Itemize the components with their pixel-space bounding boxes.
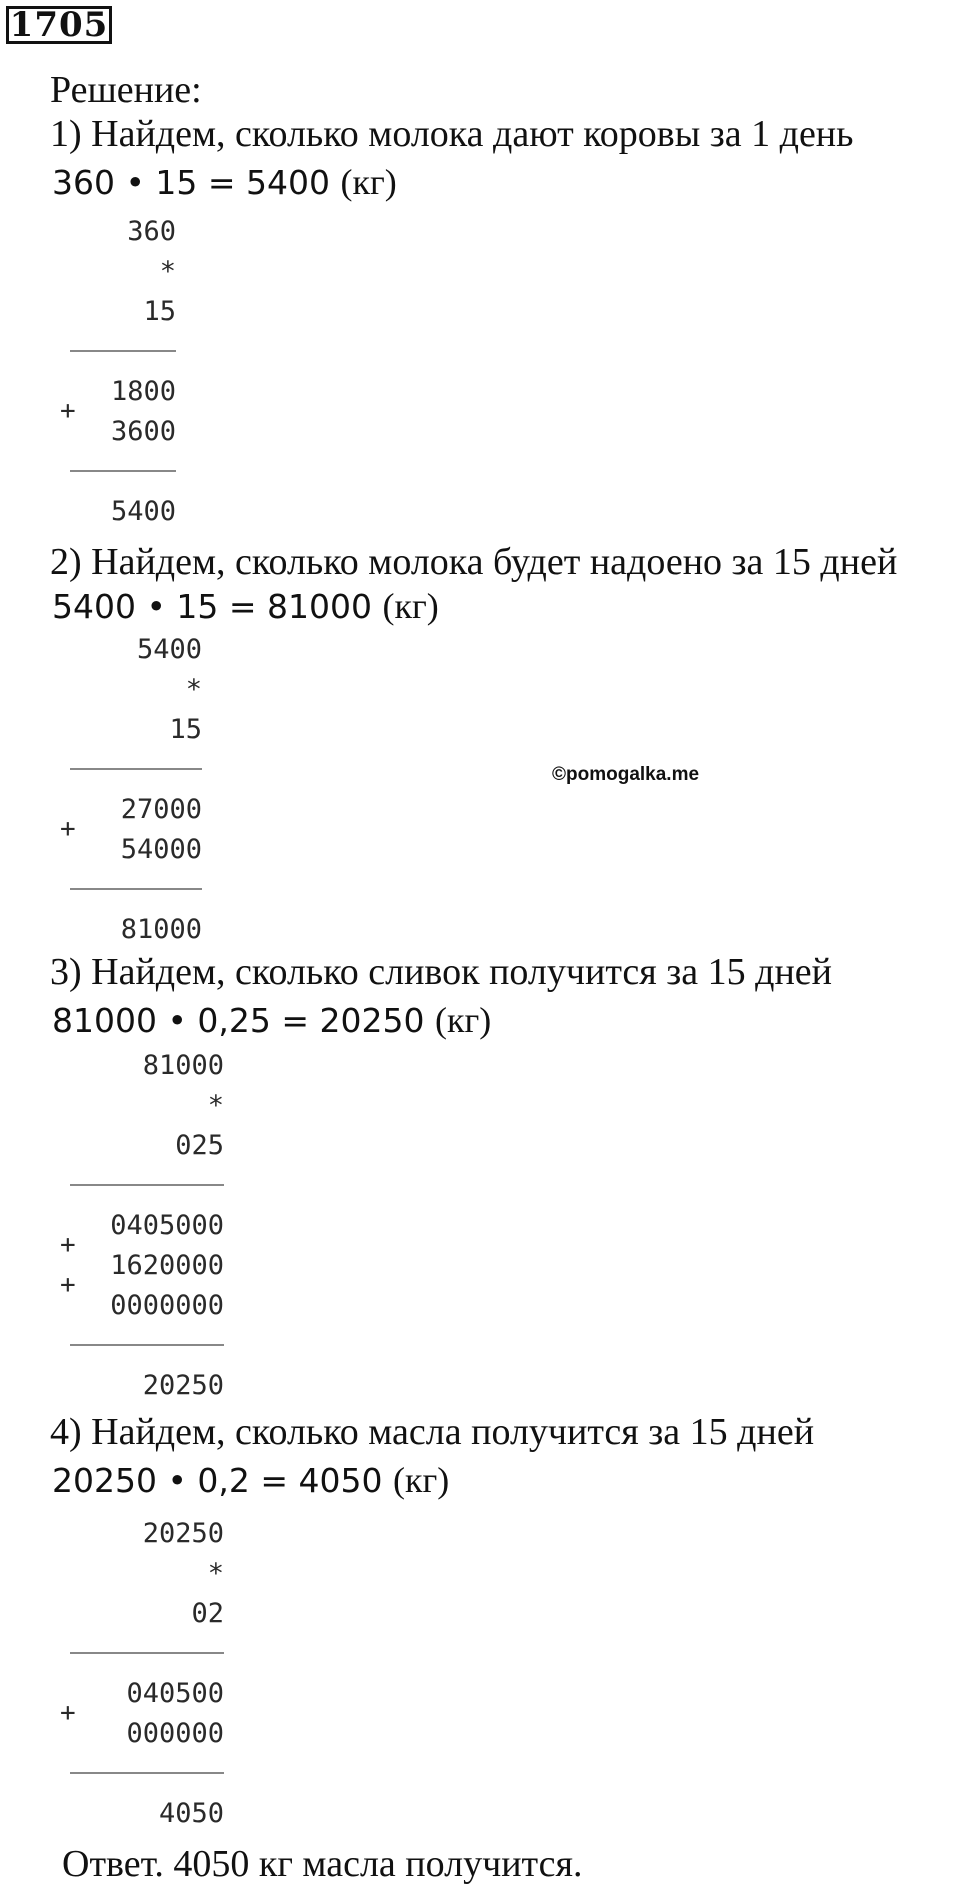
step-2-unit: (кг) (382, 586, 439, 626)
step-2-rule-bottom (70, 888, 202, 890)
step-4-plus-1: + (60, 1698, 76, 1728)
solution-heading: Решение: (50, 69, 202, 111)
step-3-partial-1: 0405000 (110, 1210, 224, 1241)
step-1-rule-bottom (70, 470, 176, 472)
step-3-multiplicand: 81000 (142, 1050, 224, 1081)
step-4-result: 4050 (158, 1798, 224, 1829)
step-4-rule-bottom (70, 1772, 224, 1774)
step-2-expr: 5400 • 15 = 81000 (52, 587, 373, 626)
step-3-unit: (кг) (435, 1000, 492, 1040)
step-1-operator: * (159, 256, 176, 287)
step-3-plus-2: + (60, 1270, 76, 1300)
step-1-unit: (кг) (340, 162, 397, 202)
step-2-multiplicand: 5400 (136, 634, 202, 665)
step-1-multiplier: 15 (143, 296, 176, 327)
step-4-partial-1: 040500 (126, 1678, 224, 1709)
step-3-rule-bottom (70, 1344, 224, 1346)
step-2-operator: * (185, 674, 202, 705)
step-3-plus-1: + (60, 1230, 76, 1260)
watermark: ©pomogalka.me (552, 764, 700, 785)
step-1-partial-1: 1800 (110, 376, 176, 407)
step-1-rule-top (70, 350, 176, 352)
step-1-expression (52, 160, 397, 205)
step-1-result: 5400 (110, 496, 176, 527)
step-2-partial-1: 27000 (120, 794, 202, 825)
step-4-column-calc (60, 1514, 224, 1834)
step-2-multiplier: 15 (169, 714, 202, 745)
step-3-column-calc (60, 1046, 224, 1406)
problem-number: 1705 (6, 6, 112, 44)
step-3-result: 20250 (142, 1370, 224, 1401)
step-1-plus-1: + (60, 396, 76, 426)
step-4-text: 4) Найдем, сколько масла получится за 15 дней (50, 1411, 815, 1453)
step-2-expression (52, 584, 439, 629)
step-4-expression (52, 1458, 449, 1503)
step-4-expr: 20250 • 0,2 = 4050 (52, 1461, 383, 1500)
step-4-multiplier: 02 (191, 1598, 224, 1629)
step-4-partial-2: 000000 (126, 1718, 224, 1749)
step-4-operator: * (207, 1558, 224, 1589)
step-2-rule-top (70, 768, 202, 770)
answer-text: Ответ. 4050 кг масла получится. (62, 1843, 583, 1885)
step-1-text: 1) Найдем, сколько молока дают коровы за 1 день (50, 113, 854, 155)
step-2-column-calc (60, 630, 202, 950)
step-2-result: 81000 (120, 914, 202, 945)
step-3-multiplier: 025 (175, 1130, 224, 1161)
step-1-multiplicand: 360 (127, 216, 176, 247)
step-3-partial-2: 1620000 (110, 1250, 224, 1281)
step-4-rule-top (70, 1652, 224, 1654)
step-4-multiplicand: 20250 (142, 1518, 224, 1549)
step-2-text: 2) Найдем, сколько молока будет надоено за 15 дней (50, 541, 898, 583)
step-3-operator: * (207, 1090, 224, 1121)
step-1-column-calc (60, 212, 176, 532)
step-2-partial-2: 54000 (120, 834, 202, 865)
step-3-partial-3: 0000000 (110, 1290, 224, 1321)
step-3-expression (52, 998, 491, 1043)
step-2-plus-1: + (60, 814, 76, 844)
step-3-rule-top (70, 1184, 224, 1186)
step-1-partial-2: 3600 (110, 416, 176, 447)
step-1-expr: 360 • 15 = 5400 (52, 163, 331, 202)
step-3-text: 3) Найдем, сколько сливок получится за 15 дней (50, 951, 832, 993)
step-4-unit: (кг) (393, 1460, 450, 1500)
step-3-expr: 81000 • 0,25 = 20250 (52, 1001, 425, 1040)
